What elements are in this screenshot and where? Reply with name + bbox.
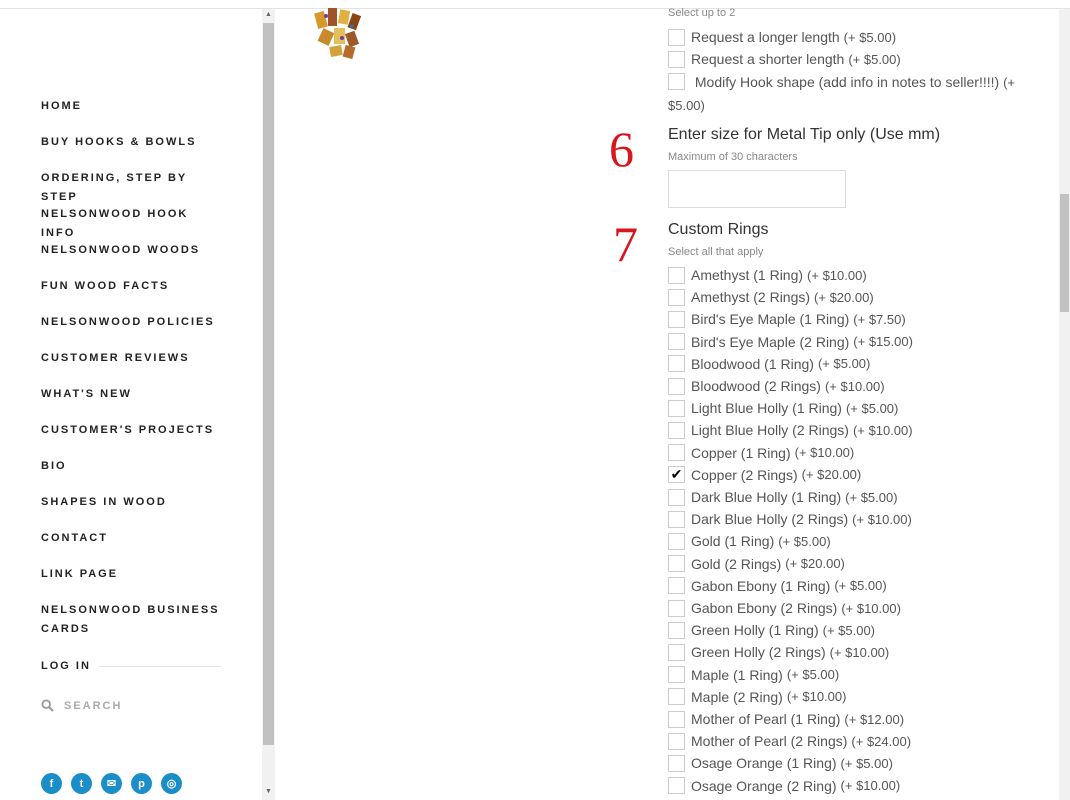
checkbox[interactable] — [668, 289, 685, 306]
option-label: Amethyst (2 Rings) — [691, 289, 811, 306]
checkmark-icon: ✔ — [670, 466, 683, 483]
option-label: Dark Blue Holly (1 Ring) — [691, 489, 842, 505]
ring-option[interactable] — [668, 641, 889, 663]
ring-option[interactable] — [668, 730, 911, 752]
option-price: (+ $5.00) — [840, 755, 893, 771]
checkbox[interactable] — [668, 755, 685, 772]
option-price: (+ $10.00) — [840, 778, 901, 794]
checkbox[interactable] — [668, 311, 685, 328]
ring-option[interactable] — [668, 664, 839, 686]
option-price-cont: $5.00) — [668, 98, 705, 113]
custom-rings-title: Custom Rings — [668, 221, 769, 238]
option-label: Copper (1 Ring) — [691, 444, 791, 461]
option-price: (+ $7.50) — [853, 311, 906, 327]
option-price: (+ $10.00) — [852, 422, 913, 438]
option-price: (+ $5.00) — [843, 29, 897, 45]
nav-policies[interactable]: NELSONWOOD POLICIES — [41, 316, 215, 328]
nav-business-cards[interactable]: NELSONWOOD BUSINESS — [41, 604, 220, 616]
nav-customers-projects[interactable]: CUSTOMER'S PROJECTS — [41, 424, 215, 436]
nav-link-page[interactable]: LINK PAGE — [41, 568, 119, 580]
option-price: (+ $20.00) — [801, 467, 862, 483]
ring-option[interactable] — [668, 553, 845, 575]
ring-option[interactable] — [668, 264, 867, 286]
checkbox[interactable] — [668, 333, 685, 350]
option-price: (+ $10.00) — [794, 445, 855, 461]
checkbox[interactable] — [668, 555, 685, 572]
checkbox[interactable] — [668, 733, 685, 750]
ring-option[interactable] — [668, 597, 901, 619]
option-price: (+ $5.00) — [845, 400, 899, 416]
ring-option[interactable] — [668, 708, 904, 730]
checkbox[interactable] — [668, 644, 685, 661]
checkbox[interactable] — [668, 29, 685, 46]
checkbox[interactable] — [668, 600, 685, 617]
top-border — [0, 0, 1070, 9]
option-label: Osage Orange (2 Ring) — [691, 777, 837, 794]
social-links — [41, 773, 182, 794]
option-label: Gabon Ebony (2 Rings) — [691, 600, 838, 616]
sidebar-scrollbar[interactable] — [262, 9, 275, 800]
option-price: (+ — [1003, 75, 1015, 90]
checkbox[interactable] — [668, 73, 685, 90]
checkbox[interactable] — [668, 355, 685, 372]
option-label: Green Holly (1 Ring) — [691, 622, 819, 639]
nav-shapes-in-wood[interactable]: SHAPES IN WOOD — [41, 496, 167, 508]
page-scrollbar[interactable] — [1059, 9, 1070, 800]
option-price: (+ $5.00) — [834, 578, 887, 594]
metal-tip-title: Enter size for Metal Tip only (Use mm) — [668, 126, 941, 143]
option-label: Gold (1 Ring) — [691, 533, 775, 550]
checkbox[interactable] — [668, 422, 685, 439]
checkbox[interactable] — [668, 489, 685, 506]
option-label: Light Blue Holly (2 Rings) — [691, 422, 849, 439]
ring-option[interactable] — [668, 464, 861, 486]
ring-option[interactable] — [668, 575, 887, 597]
nav-ordering[interactable]: ORDERING, STEP BY STEP — [41, 172, 188, 203]
ring-option[interactable] — [668, 353, 870, 375]
option-price: (+ $5.00) — [848, 51, 901, 67]
option-price: (+ $10.00) — [786, 689, 847, 705]
option-label: Osage Orange (1 Ring) — [691, 755, 837, 772]
nav-business-cards-line2[interactable]: CARDS — [41, 623, 91, 635]
nav-bio[interactable]: BIO — [41, 460, 67, 472]
nav-hook-info[interactable]: NELSONWOOD HOOK INFO — [41, 208, 189, 239]
step-number-7: 7 — [613, 216, 638, 272]
option-label: Maple (1 Ring) — [691, 666, 783, 683]
option-price: (+ $20.00) — [814, 289, 874, 305]
option-label: Request a longer length — [691, 29, 840, 45]
option-price: (+ $5.00) — [822, 622, 876, 638]
checkbox[interactable] — [668, 777, 685, 794]
checkbox[interactable] — [668, 666, 685, 683]
ring-option[interactable] — [668, 619, 875, 641]
login-link[interactable]: LOG IN — [41, 660, 91, 672]
option-price: (+ $10.00) — [841, 600, 901, 616]
pinterest-icon[interactable]: p — [131, 773, 152, 794]
instagram-icon[interactable]: ◎ — [161, 773, 182, 794]
checkbox[interactable] — [668, 511, 685, 528]
option-label: Request a shorter length — [691, 51, 845, 67]
option-label: Mother of Pearl (1 Ring) — [691, 711, 841, 727]
nav-contact[interactable]: CONTACT — [41, 532, 108, 544]
option-label: Gabon Ebony (1 Ring) — [691, 577, 831, 594]
scroll-up-arrow-icon[interactable]: ▲ — [265, 11, 272, 18]
option-label: Modify Hook shape (add info in notes to seller!!!!) — [694, 74, 1000, 90]
facebook-icon[interactable]: f — [41, 773, 62, 794]
ring-option[interactable] — [668, 397, 898, 419]
ring-option[interactable] — [668, 486, 898, 508]
twitter-icon[interactable]: t — [71, 773, 92, 794]
search-label[interactable]: SEARCH — [64, 699, 123, 712]
option-label: Bloodwood (2 Rings) — [691, 378, 821, 394]
ring-option[interactable] — [668, 375, 885, 397]
search-icon — [41, 699, 54, 712]
option-label: Gold (2 Rings) — [691, 555, 782, 572]
option-price: (+ $5.00) — [817, 356, 871, 372]
option-price: (+ $10.00) — [829, 644, 890, 660]
option-label: Maple (2 Ring) — [691, 688, 783, 705]
option-price: (+ $12.00) — [844, 711, 905, 727]
option-label: Amethyst (1 Ring) — [691, 267, 804, 283]
option-modify-hook-shape[interactable] — [668, 71, 1038, 117]
email-icon[interactable]: ✉ — [101, 773, 122, 794]
option-price: (+ $5.00) — [778, 533, 831, 549]
option-label: Bird's Eye Maple (2 Ring) — [691, 333, 850, 350]
ring-option[interactable] — [668, 775, 900, 797]
sidebar — [0, 9, 262, 800]
option-price: (+ $10.00) — [852, 511, 912, 527]
option-label: Dark Blue Holly (2 Rings) — [691, 511, 849, 528]
option-price: (+ $5.00) — [786, 667, 840, 683]
checkbox[interactable] — [668, 711, 685, 728]
option-label: Bloodwood (1 Ring) — [691, 355, 814, 372]
ring-option[interactable] — [668, 686, 846, 708]
search-row[interactable] — [41, 699, 122, 712]
page-scrollbar-thumb[interactable] — [1060, 194, 1069, 312]
checkbox[interactable] — [668, 400, 685, 417]
checkbox[interactable] — [668, 378, 685, 395]
option-label: Light Blue Holly (1 Ring) — [691, 400, 842, 417]
option-longer-length[interactable] — [668, 26, 896, 48]
checkbox[interactable] — [668, 577, 685, 594]
option-price: (+ $15.00) — [853, 334, 913, 350]
ring-option[interactable] — [668, 331, 913, 353]
option-shorter-length[interactable] — [668, 48, 901, 70]
login-divider — [99, 666, 221, 667]
product-image — [312, 6, 372, 62]
ring-option[interactable] — [668, 419, 913, 441]
option-price: (+ $20.00) — [785, 556, 845, 572]
option-price: (+ $24.00) — [851, 733, 912, 749]
option-price: (+ $10.00) — [824, 378, 885, 394]
ring-option[interactable] — [668, 752, 893, 774]
nav-home[interactable]: HOME — [41, 100, 82, 112]
option-price: (+ $10.00) — [807, 267, 867, 283]
checkbox[interactable] — [668, 444, 685, 461]
checkbox[interactable] — [668, 533, 685, 550]
nav-customer-reviews[interactable]: CUSTOMER REVIEWS — [41, 352, 190, 364]
ring-option[interactable] — [668, 442, 854, 464]
option-label: Green Holly (2 Rings) — [691, 644, 826, 661]
checkbox[interactable] — [668, 688, 685, 705]
nav-whats-new[interactable]: WHAT'S NEW — [41, 388, 132, 400]
nav-fun-wood-facts[interactable]: FUN WOOD FACTS — [41, 280, 170, 292]
option-label: Bird's Eye Maple (1 Ring) — [691, 311, 850, 328]
ring-option[interactable] — [668, 508, 912, 530]
metal-tip-hint: Maximum of 30 characters — [668, 151, 798, 163]
checkbox[interactable] — [668, 267, 685, 284]
option-label: Copper (2 Rings) — [691, 466, 798, 483]
option-price: (+ $5.00) — [845, 489, 898, 505]
checkbox-checked[interactable] — [668, 466, 685, 483]
ring-option[interactable] — [668, 530, 831, 552]
ring-option[interactable] — [668, 286, 874, 308]
checkbox[interactable] — [668, 622, 685, 639]
sidebar-scrollbar-thumb[interactable] — [263, 23, 274, 745]
nav-buy-hooks-bowls[interactable]: BUY HOOKS & BOWLS — [41, 136, 197, 148]
nav-woods[interactable]: NELSONWOOD WOODS — [41, 244, 201, 256]
option-label: Mother of Pearl (2 Rings) — [691, 733, 848, 750]
step-number-6: 6 — [609, 121, 634, 177]
metal-tip-input[interactable] — [668, 170, 846, 208]
checkbox[interactable] — [668, 51, 685, 68]
length-hint: Select up to 2 — [668, 7, 736, 19]
login-row — [41, 657, 221, 676]
scroll-down-arrow-icon[interactable]: ▼ — [265, 788, 272, 795]
ring-option[interactable] — [668, 308, 906, 330]
custom-rings-hint: Select all that apply — [668, 246, 764, 258]
